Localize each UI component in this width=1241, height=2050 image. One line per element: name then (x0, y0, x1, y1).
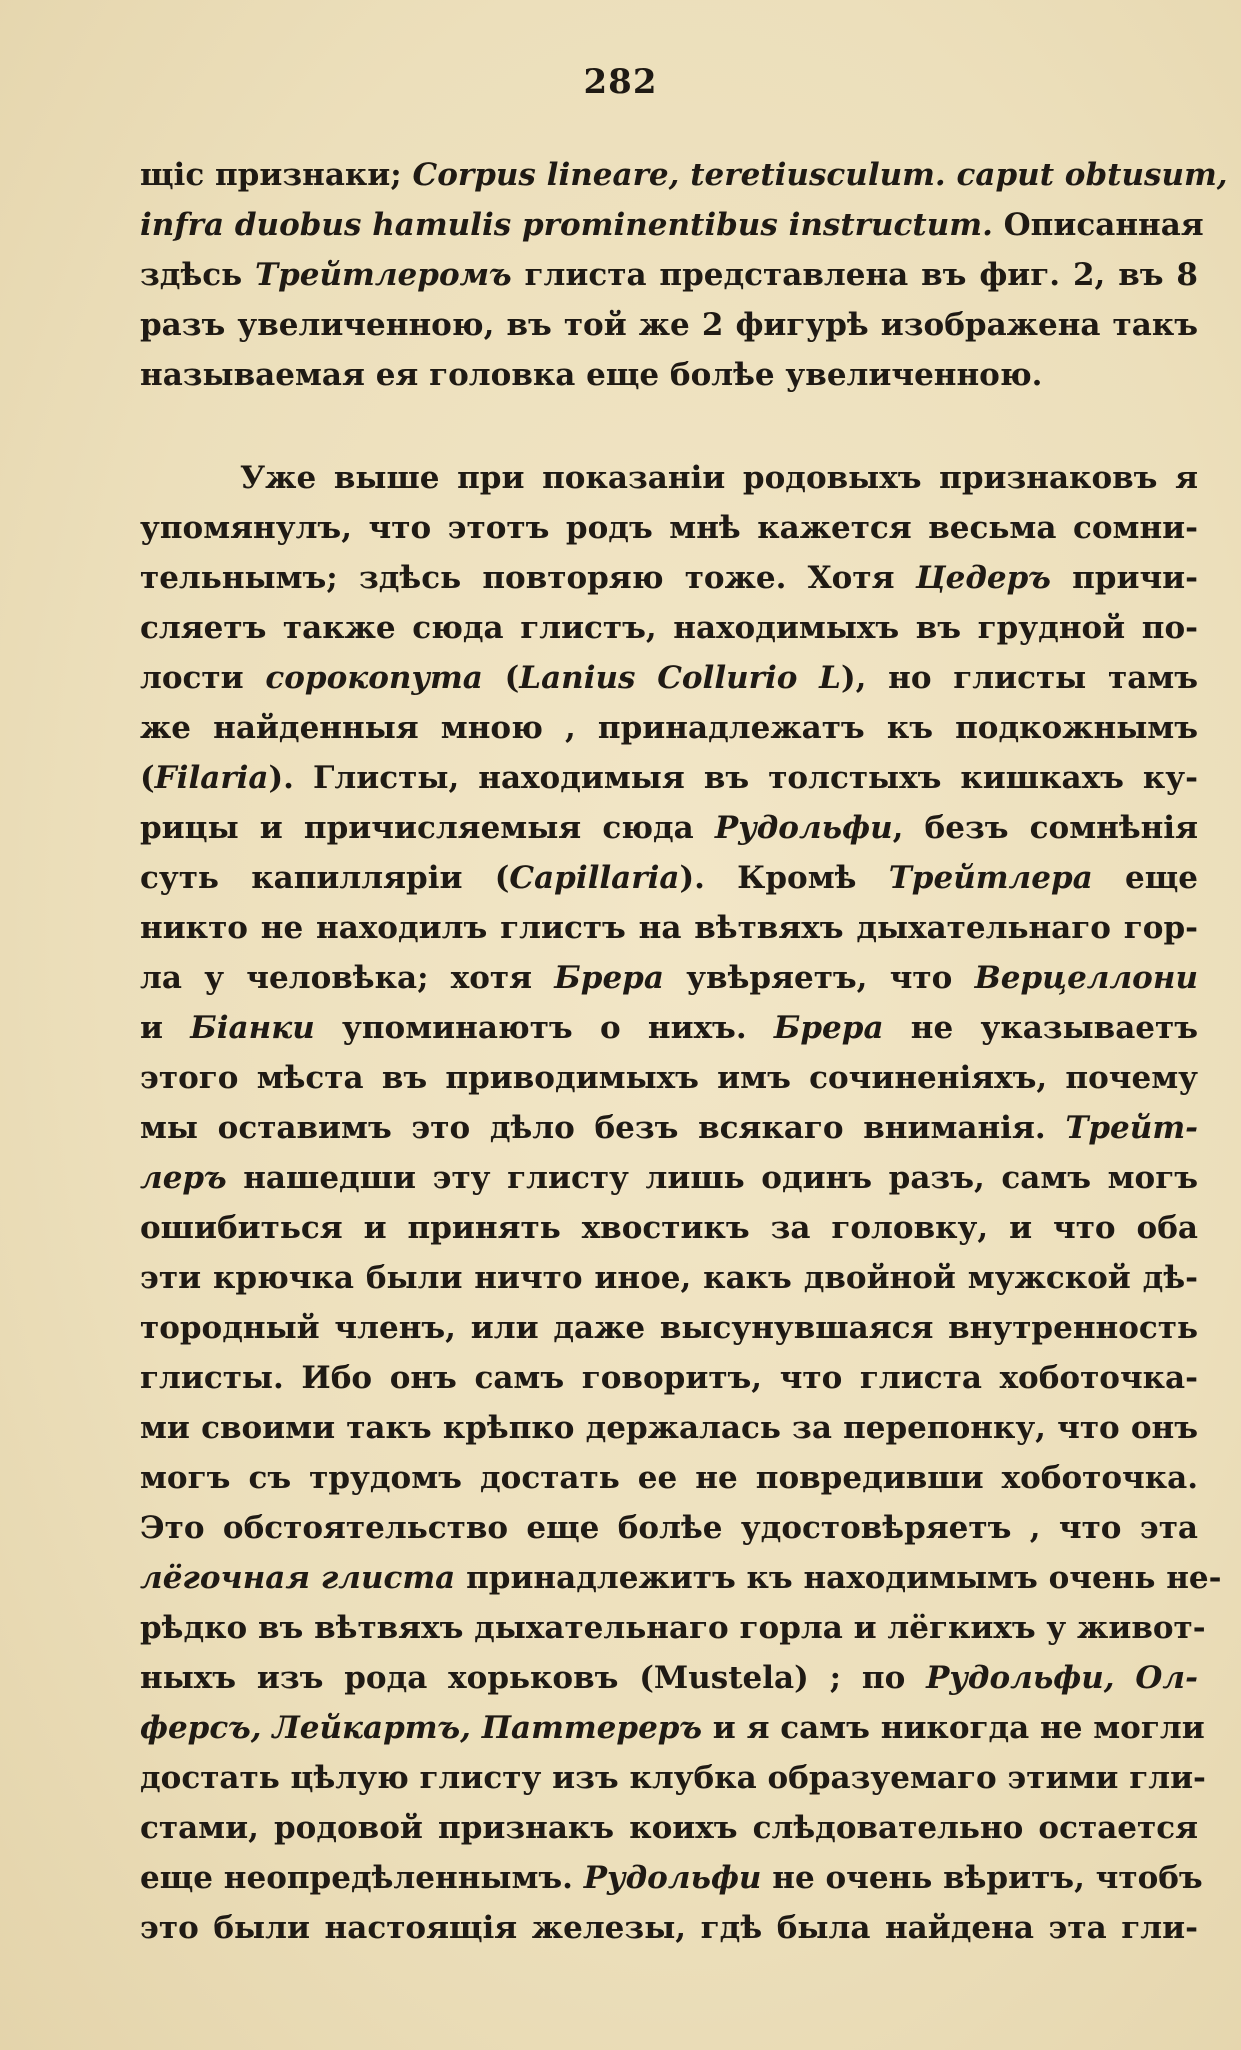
text-line (140, 903, 1198, 953)
text-segment: причи- (1050, 560, 1198, 596)
text-segment: мы оставимъ это дѣло безъ всякаго вниманія. (140, 1110, 1066, 1146)
italic-text: лёгочная глиста (140, 1560, 456, 1596)
text-line (140, 1253, 1198, 1303)
text-line (140, 703, 1198, 753)
text-segment: же найденныя мною , принадлежатъ къ подкожнымъ (140, 710, 1198, 746)
italic-text: Біанки (190, 1010, 315, 1046)
text-line (140, 200, 1204, 250)
paragraph-1 (140, 150, 1228, 400)
text-segment: щіс признаки; (140, 157, 413, 193)
text-line (140, 150, 1228, 200)
italic-text: Corpus lineare, teretiusculum. caput obtusum, (412, 157, 1228, 193)
italic-text: сорокопута (265, 660, 483, 696)
page-number: 282 (583, 62, 658, 102)
text-line (140, 553, 1198, 603)
text-segment: ла у человѣка; хотя (140, 960, 555, 996)
text-line (140, 1603, 1206, 1653)
text-line (140, 250, 1198, 300)
text-line (140, 853, 1198, 903)
text-segment: ныхъ изъ рода хорьковъ (Mustela) ; по (140, 1660, 927, 1696)
text-segment: лости (140, 660, 266, 696)
text-segment: , безъ сомнѣнія (892, 810, 1198, 846)
text-line (140, 803, 1198, 853)
paragraph-2 (140, 453, 1222, 1953)
text-line (140, 1903, 1198, 1953)
italic-text: Верцеллони (974, 960, 1198, 996)
text-segment: еще неопредѣленнымъ. (140, 1860, 584, 1896)
text-segment: суть капилляріи ( (140, 860, 510, 896)
text-segment: нашедши эту глисту лишь одинъ разъ, самъ могъ (226, 1160, 1198, 1196)
text-segment: это были настоящія железы, гдѣ была найдена эта гли- (140, 1910, 1198, 1946)
italic-text: Рудольфи (583, 1860, 762, 1896)
text-segment: и (140, 1010, 191, 1046)
text-line (140, 1153, 1198, 1203)
text-line (140, 1553, 1222, 1603)
text-segment: не очень вѣритъ, чтобъ (761, 1860, 1203, 1896)
text-segment: Уже выше при показаніи родовыхъ признаковъ я (240, 460, 1198, 496)
text-segment: тельнымъ; здѣсь повторяю тоже. Хотя (140, 560, 916, 596)
text-segment: не указываетъ (883, 1010, 1198, 1046)
text-segment: ), но глисты тамъ (840, 660, 1198, 696)
text-line (140, 603, 1198, 653)
text-segment: здѣсь (140, 257, 256, 293)
text-line (140, 1353, 1198, 1403)
italic-text: Рудольфи (714, 810, 893, 846)
text-segment: упоминаютъ о нихъ. (314, 1010, 774, 1046)
text-segment: глисты. Ибо онъ самъ говоритъ, что глиста хоботочка- (140, 1360, 1198, 1396)
italic-text: Lanius Collurio L (519, 660, 841, 696)
text-line (140, 1053, 1198, 1103)
text-line (140, 503, 1198, 553)
text-segment: ). Глисты, находимыя въ толстыхъ кишкахъ ку- (268, 760, 1198, 796)
text-segment: увѣряетъ, что (663, 960, 975, 996)
italic-text: Трейтлеромъ (255, 257, 512, 293)
text-line (140, 1703, 1205, 1753)
text-segment: Описанная (992, 207, 1204, 243)
text-line (140, 1453, 1198, 1503)
text-line (140, 1653, 1198, 1703)
text-segment: упомянулъ, что этотъ родъ мнѣ кажется весьма сомни- (140, 510, 1198, 546)
text-segment: и я самъ никогда не могли (702, 1710, 1205, 1746)
text-segment: ошибиться и принять хвостикъ за головку, и что оба (140, 1210, 1198, 1246)
text-segment: ( (140, 760, 155, 796)
text-segment: этого мѣста въ приводимыхъ имъ сочиненіяхъ, почему (140, 1060, 1198, 1096)
italic-text: Брера (554, 960, 664, 996)
text-line (140, 653, 1198, 703)
text-segment: называемая ея головка еще болѣе увеличенною. (140, 357, 1043, 393)
text-segment: тородный членъ, или даже высунувшаяся внутренность (140, 1310, 1198, 1346)
text-segment: рѣдко въ вѣтвяхъ дыхательнаго горла и лёгкихъ у живот- (140, 1610, 1206, 1646)
italic-text: Трейт- (1065, 1110, 1198, 1146)
italic-text: Рудольфи, Ол- (926, 1660, 1198, 1696)
text-line (140, 350, 1198, 400)
italic-text: Цедеръ (915, 560, 1051, 596)
text-line (140, 300, 1198, 350)
text-segment: принадлежитъ къ находимымъ очень не- (455, 1560, 1222, 1596)
text-line (140, 1303, 1198, 1353)
text-segment: могъ съ трудомъ достать ее не повредивши хоботочка. (140, 1460, 1198, 1496)
text-segment: рицы и причисляемыя сюда (140, 810, 715, 846)
text-line (140, 1403, 1198, 1453)
text-segment: ми своими такъ крѣпко держалась за перепонку, что онъ (140, 1410, 1198, 1446)
text-segment: ). Кромѣ (679, 860, 889, 896)
text-line (140, 1753, 1206, 1803)
text-segment: разъ увеличенною, въ той же 2 фигурѣ изображена такъ (140, 307, 1198, 343)
text-segment: ( (482, 660, 520, 696)
text-line (140, 1503, 1198, 1553)
text-line (140, 1003, 1198, 1053)
text-segment: никто не находилъ глистъ на вѣтвяхъ дыхательнаго гор- (140, 910, 1198, 946)
italic-text: ферсъ, Лейкартъ, Паттереръ (140, 1710, 703, 1746)
italic-text: infra duobus hamulis prominentibus instructum. (140, 207, 993, 243)
text-line (140, 1853, 1203, 1903)
text-segment: еще (1092, 860, 1198, 896)
italic-text: Capillaria (509, 860, 680, 896)
italic-text: Filaria (154, 760, 269, 796)
text-line (140, 953, 1198, 1003)
text-line (140, 1103, 1198, 1153)
text-line (140, 453, 1198, 503)
text-line (140, 753, 1198, 803)
text-segment: достать цѣлую глисту изъ клубка образуемаго этими гли- (140, 1760, 1206, 1796)
text-segment: Это обстоятельство еще болѣе удостовѣряетъ , что эта (140, 1510, 1198, 1546)
italic-text: леръ (140, 1160, 227, 1196)
text-segment: эти крючка были ничто иное, какъ двойной мужской дѣ- (140, 1260, 1198, 1296)
text-segment: глиста представлена въ фиг. 2, въ 8 (511, 257, 1198, 293)
italic-text: Брера (773, 1010, 884, 1046)
text-line (140, 1803, 1198, 1853)
text-segment: сляетъ также сюда глистъ, находимыхъ въ грудной по- (140, 610, 1198, 646)
text-line (140, 1203, 1198, 1253)
text-segment: стами, родовой признакъ коихъ слѣдовательно остается (140, 1810, 1198, 1846)
italic-text: Трейтлера (888, 860, 1093, 896)
